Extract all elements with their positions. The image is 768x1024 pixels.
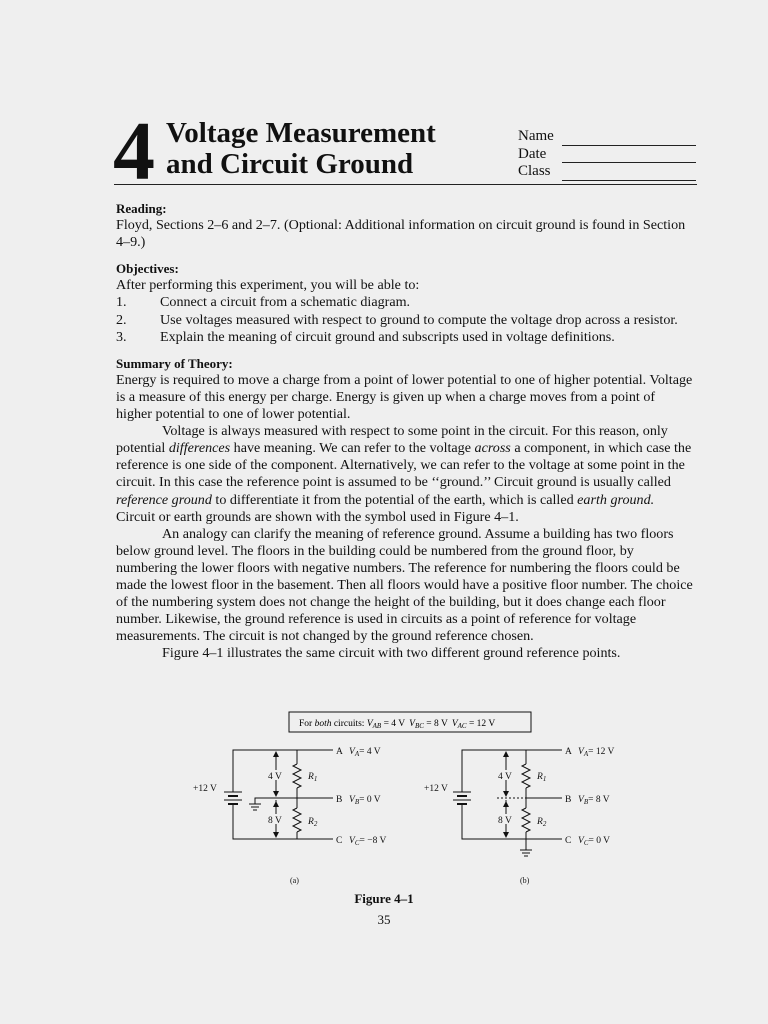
circuit-a-labels (193, 747, 387, 885)
svg-text:VC= −8 V: $V_C= -8$ V (349, 836, 387, 847)
svg-text:VA= 4 V: $V_A= 4$ V (349, 747, 381, 758)
theory-paragraph-2: Voltage is always measured with respect to some point in the circuit. For this reason, only potential differences have meaning. We can refer to the voltage across a component, in which case the reference is one side of the component. Alternatively, we can refer to the voltage at some point in the circuit. In this case the reference point is assumed to be ‘‘ground.’’ Circuit ground is usually called reference ground to differentiate it from the potential of the earth, which is called earth ground. Circuit or earth grounds are shown with the symbol used in Figure 4–1. (116, 423, 692, 525)
reading-heading: Reading: (116, 201, 167, 216)
objectives-heading: Objectives: (116, 261, 179, 277)
svg-text:A: A (565, 747, 572, 757)
svg-text:R2: $R_2$ (537, 817, 547, 828)
svg-text:8 V: 8 V (268, 816, 282, 826)
svg-text:VB= 0 V: $V_B= 0$ V (349, 795, 381, 806)
page-number: 35 (377, 912, 391, 927)
name-field[interactable] (518, 128, 696, 146)
svg-text:R1: $R_1$ (308, 772, 318, 783)
class-line[interactable] (562, 168, 696, 181)
objective-text: Explain the meaning of circuit ground and subscripts used in voltage definitions. (160, 328, 615, 345)
svg-text:R1: $R_1$ (537, 772, 547, 783)
chapter-title-line-2: and Circuit Ground (166, 148, 414, 180)
theory-paragraph-4: Figure 4–1 illustrates the same circuit with two different ground reference points. (162, 645, 621, 662)
objective-number: 3. (116, 328, 127, 345)
date-field[interactable] (518, 146, 696, 164)
circuit-b-label: (b) (520, 876, 530, 885)
chapter-number: 4 (113, 105, 153, 198)
class-label: Class (518, 163, 551, 179)
reading-text: Floyd, Sections 2–6 and 2–7. (Optional: Additional information on circuit ground is found in Section 4–9.) (116, 217, 686, 251)
svg-text:8 V: 8 V (498, 816, 512, 826)
theory-heading: Summary of Theory: (116, 355, 233, 371)
objective-item (116, 294, 694, 311)
name-line[interactable] (562, 133, 696, 146)
figure-info-text: For both circuits: $V_{AB} = 4$ V $V_{BC} = 8$ V $V_{AC} = 12$ V (299, 719, 496, 730)
objective-number: 1. (116, 294, 127, 311)
objective-item (116, 329, 694, 346)
header-rule (114, 184, 697, 185)
svg-text:VB= 8 V: $V_B= 8$ V (578, 795, 610, 806)
theory-paragraph-1: Energy is required to move a charge from a point of lower potential to one of higher potential. Voltage is a measure of this energy per charge. Energy is given up when a charge moves from a point of higher potential to one of lower potential. (116, 371, 693, 423)
svg-text:B: B (565, 795, 572, 805)
objective-number: 2. (116, 311, 127, 328)
svg-text:R2: $R_2$ (308, 817, 318, 828)
svg-text:C: C (565, 836, 572, 846)
node-b-label: B (336, 795, 343, 805)
objective-text: Connect a circuit from a schematic diagram. (160, 294, 411, 311)
svg-text:VC= 0 V: $V_C= 0$ V (578, 836, 611, 847)
objective-item (116, 312, 694, 329)
student-info-fields (518, 128, 696, 181)
svg-text:VA= 12 V: $V_A= 12$ V (578, 747, 615, 758)
objectives-intro: After performing this experiment, you will be able to: (116, 277, 420, 294)
chapter-title (166, 118, 436, 180)
chapter-title-line-1: Voltage Measurement (166, 117, 436, 149)
node-a-label: A (336, 747, 343, 757)
date-label: Date (518, 145, 547, 162)
svg-text:+12 V: +12 V (193, 784, 217, 794)
circuit-b (453, 750, 562, 856)
page-body (116, 200, 694, 662)
name-label: Name (518, 128, 554, 144)
svg-text:4 V: 4 V (498, 772, 512, 782)
class-field[interactable] (518, 163, 696, 181)
theory-paragraph-3: An analogy can clarify the meaning of reference ground. Assume a building has two floors below ground level. The floors in the building could be numbered from the ground floor, by numbering the lower floors with negative numbers. The reference for numbering the floors could be made the lowest floor in the basement. Then all floors would have a positive floor number. The choice of the numbering system does not change the height of the building, but it does change each floor number. Likewise, the ground reference is used in circuits as a point of reference for voltage measurements. The circuit is not changed by the ground reference chosen. (116, 525, 693, 645)
objective-text: Use voltages measured with respect to ground to compute the voltage drop across a resistor. (160, 311, 678, 328)
figure-caption: Figure 4–1 (354, 891, 414, 906)
svg-text:4 V: 4 V (268, 772, 282, 782)
circuit-b-labels (424, 747, 615, 885)
node-c-label: C (336, 836, 343, 846)
objectives-list (116, 294, 694, 345)
date-line[interactable] (562, 150, 696, 163)
svg-text:+12 V: +12 V (424, 784, 448, 794)
circuit-a-label: (a) (290, 876, 299, 885)
